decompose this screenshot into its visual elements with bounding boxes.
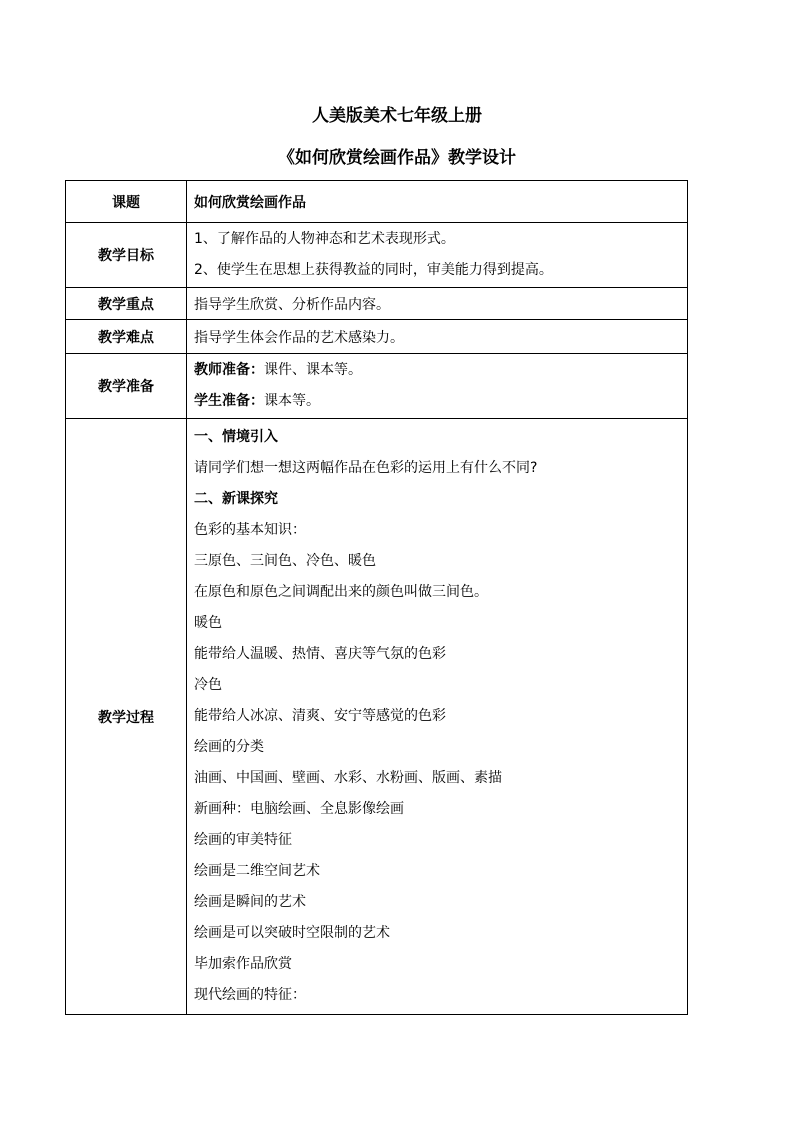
- topic-value: 如何欣赏绘画作品: [187, 181, 688, 223]
- row-label-key-point: 教学重点: [66, 288, 187, 320]
- row-label-preparation: 教学准备: [66, 354, 187, 419]
- process-line: 油画、中国画、壁画、水彩、水粉画、版画、素描: [194, 770, 502, 786]
- row-key-point: [66, 288, 688, 320]
- document-title: 人美版美术七年级上册: [312, 106, 482, 126]
- process-line: 新画种：电脑绘画、全息影像绘画: [194, 801, 404, 817]
- student-preparation-value: 课本等。: [264, 393, 320, 409]
- teacher-preparation-value: 课件、课本等。: [264, 362, 362, 378]
- row-topic: [66, 181, 688, 223]
- difficulty-value: 指导学生体会作品的艺术感染力。: [187, 320, 688, 354]
- teacher-preparation-label: 教师准备：: [194, 362, 264, 378]
- process-line: 暖色: [194, 615, 222, 631]
- process-line: 绘画的审美特征: [194, 832, 292, 848]
- student-preparation-label: 学生准备：: [194, 393, 264, 409]
- process-line: 能带给人冰凉、清爽、安宁等感觉的色彩: [194, 708, 446, 724]
- row-difficulty: [66, 320, 688, 354]
- student-preparation: [194, 386, 687, 417]
- process-line: 绘画是可以突破时空限制的艺术: [194, 925, 390, 941]
- objective-item: 2、使学生在思想上获得教益的同时，审美能力得到提高。: [194, 262, 553, 278]
- key-point-value: 指导学生欣赏、分析作品内容。: [187, 288, 688, 320]
- preparation-cell: [187, 354, 688, 419]
- row-label-difficulty: 教学难点: [66, 320, 187, 354]
- process-section-heading: 一、情境引入: [194, 429, 278, 445]
- process-line: 毕加索作品欣赏: [194, 956, 292, 972]
- teacher-preparation: [194, 355, 687, 386]
- process-line: 能带给人温暖、热情、喜庆等气氛的色彩: [194, 646, 446, 662]
- process-cell: [187, 419, 688, 1015]
- process-line: 色彩的基本知识：: [194, 522, 306, 538]
- objective-item: 1、了解作品的人物神态和艺术表现形式。: [194, 231, 455, 247]
- process-line: 绘画是二维空间艺术: [194, 863, 320, 879]
- objectives-cell: [187, 223, 688, 288]
- process-line: 绘画是瞬间的艺术: [194, 894, 306, 910]
- process-line: 在原色和原色之间调配出来的颜色叫做三间色。: [194, 584, 488, 600]
- row-process: [66, 419, 688, 1015]
- row-label-topic: 课题: [66, 181, 187, 223]
- process-line: 绘画的分类: [194, 739, 264, 755]
- process-line: 现代绘画的特征：: [194, 987, 306, 1003]
- row-objectives: [66, 223, 688, 288]
- lesson-plan-table: [65, 180, 688, 1015]
- row-label-objectives: 教学目标: [66, 223, 187, 288]
- process-line: 请同学们想一想这两幅作品在色彩的运用上有什么不同?: [194, 460, 538, 476]
- document-subtitle: 《如何欣赏绘画作品》教学设计: [278, 148, 516, 168]
- row-label-process: 教学过程: [66, 419, 187, 1015]
- process-line: 三原色、三间色、冷色、暖色: [194, 553, 376, 569]
- row-preparation: [66, 354, 688, 419]
- process-line: 冷色: [194, 677, 222, 693]
- process-section-heading: 二、新课探究: [194, 491, 278, 507]
